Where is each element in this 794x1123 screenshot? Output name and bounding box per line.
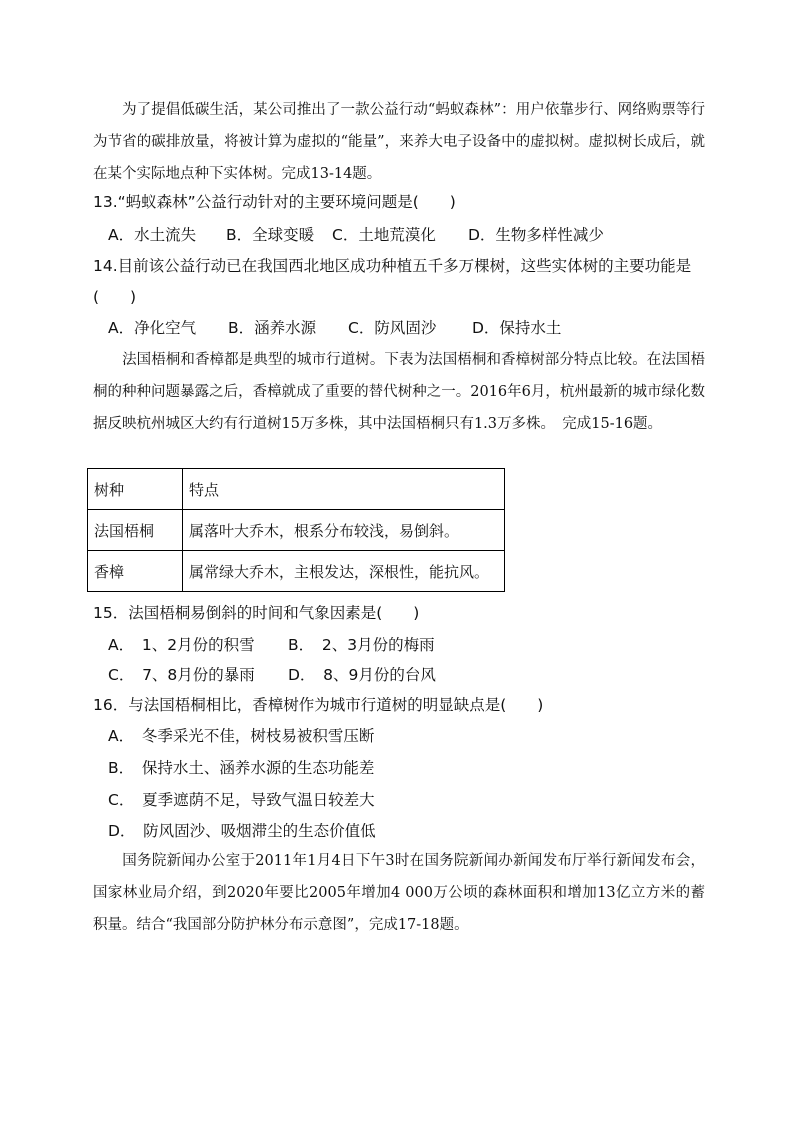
- table-cell-features: 属常绿大乔木，主根发达，深根性，能抗风。: [183, 551, 505, 592]
- table-row: [88, 551, 505, 592]
- question-15-options-row2: [108, 660, 436, 690]
- table-header-features: 特点: [183, 469, 505, 510]
- q15-option-a[interactable]: A． 1、2月份的积雪: [108, 636, 255, 654]
- q13-option-c[interactable]: C．土地荒漠化: [332, 226, 436, 244]
- question-14-options: [108, 313, 561, 343]
- question-13-stem: 13.“蚂蚁森林”公益行动针对的主要环境问题是( ): [93, 193, 456, 211]
- q16-option-a[interactable]: A． 冬季采光不佳，树枝易被积雪压断: [108, 727, 375, 745]
- tree-comparison-table: [87, 468, 505, 592]
- table-header-species: 树种: [88, 469, 183, 510]
- q16-option-c[interactable]: C． 夏季遮荫不足，导致气温日较差大: [108, 791, 375, 809]
- table-cell-species: 法国梧桐: [88, 510, 183, 551]
- table-header-row: [88, 469, 505, 510]
- q16-option-d[interactable]: D． 防风固沙、吸烟滞尘的生态价值低: [108, 822, 376, 840]
- q14-option-c[interactable]: C．防风固沙: [348, 319, 437, 337]
- question-14-stem: 14.目前该公益行动已在我国西北地区成功种植五千多万棵树，这些实体树的主要功能是( ): [93, 257, 692, 306]
- q13-option-d[interactable]: D．生物多样性减少: [468, 226, 604, 244]
- q14-option-d[interactable]: D．保持水土: [472, 319, 562, 337]
- table-cell-features: 属落叶大乔木，根系分布较浅，易倒斜。: [183, 510, 505, 551]
- q15-option-b[interactable]: B． 2、3月份的梅雨: [288, 636, 435, 654]
- question-15-options-row1: [108, 630, 435, 660]
- q13-option-b[interactable]: B．全球变暖: [226, 226, 315, 244]
- passage-forest-press: 国务院新闻办公室于2011年1月4日下午3时在国务院新闻办新闻发布厅举行新闻发布会，国家林业局介绍，到2020年要比2005年增加4 000万公顷的森林面积和增加13亿立方米的蓄积量。结合“我国部分防护林分布示意图”，完成17-18题。: [93, 853, 705, 933]
- q13-option-a[interactable]: A．水土流失: [108, 226, 197, 244]
- passage-ant-forest: 为了提倡低碳生活，某公司推出了一款公益行动“蚂蚁森林”：用户依靠步行、网络购票等行为节省的碳排放量，将被计算为虚拟的“能量”，来养大电子设备中的虚拟树。虚拟树长成后，就在某个实际地点种下实体树。完成13-14题。: [93, 102, 705, 182]
- table-row: [88, 510, 505, 551]
- table-cell-species: 香樟: [88, 551, 183, 592]
- question-13-options: [108, 220, 604, 250]
- question-16-stem: 16．与法国梧桐相比，香樟树作为城市行道树的明显缺点是( ): [93, 696, 544, 714]
- q15-option-c[interactable]: C． 7、8月份的暴雨: [108, 666, 255, 684]
- q16-option-b[interactable]: B． 保持水土、涵养水源的生态功能差: [108, 759, 375, 777]
- q14-option-b[interactable]: B．涵养水源: [228, 319, 317, 337]
- passage-plane-camphor: 法国梧桐和香樟都是典型的城市行道树。下表为法国梧桐和香樟树部分特点比较。在法国梧桐的种种问题暴露之后，香樟就成了重要的替代树种之一。2016年6月，杭州最新的城市绿化数据反映杭州城区大约有行道树15万多株，其中法国梧桐只有1.3万多株。 完成15-16题。: [93, 352, 705, 432]
- q14-option-a[interactable]: A．净化空气: [108, 319, 197, 337]
- q15-option-d[interactable]: D． 8、9月份的台风: [288, 666, 436, 684]
- question-15-stem: 15．法国梧桐易倒斜的时间和气象因素是( ): [93, 604, 420, 622]
